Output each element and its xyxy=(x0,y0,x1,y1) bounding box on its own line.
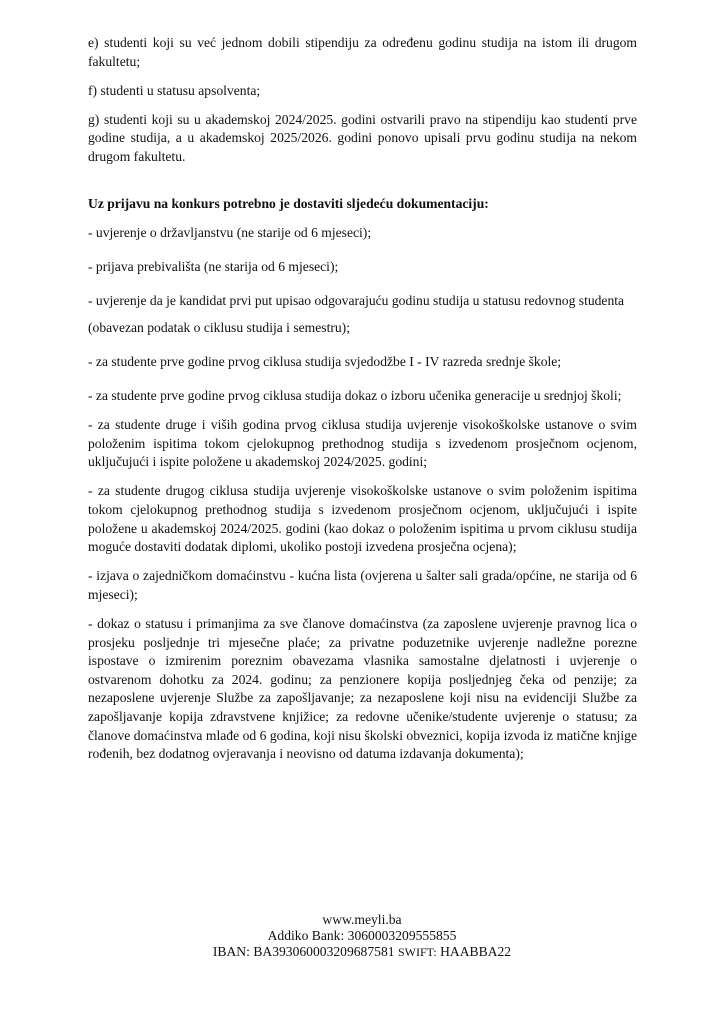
iban-label: IBAN: xyxy=(212,944,250,959)
document-item-enrollment: - uvjerenje da je kandidat prvi put upisao odgovarajuću godinu studija u statusu redovnog studenta (obavezan podatak o ciklusu studija i semestru); xyxy=(88,293,625,336)
exclusion-item-g: g) studenti koji su u akademskoj 2024/2025. godini ostvarili pravo na stipendiju kao studenti prve godine studija, a u akademskoj 2025/2026. godini ponovo upisali prvu godinu studija na nekom drugom fakultetu. xyxy=(88,111,637,164)
page-footer xyxy=(0,912,724,960)
footer-bank-account: Addiko Bank: 3060003209555855 xyxy=(267,928,457,943)
document-item-citizenship: - uvjerenje o državljanstvu (ne starije od 6 mjeseci); xyxy=(88,225,372,241)
document-item-second-cycle-exams: - za studente drugog ciklusa studija uvjerenje visokoškolske ustanove o svim položenim ispitima tokom cjelokupnog prethodnog studija s izvedenom prosječnom ocjenom, uključujući i ispite položene u akademskoj 2024/2025. godini (kao dokaz o položenim ispitima u prvom ciklusu studija moguće dostaviti dodatak diplomi, ukoliko postoji izvedena prosječna ocjena); xyxy=(88,483,637,555)
document-item-certificates: - za studente prve godine prvog ciklusa studija svjedodžbe I - IV razreda srednje škole; xyxy=(88,354,562,370)
swift-value: HAABBA22 xyxy=(440,944,512,959)
footer-iban-swift xyxy=(0,944,724,960)
footer-website: www.meyli.ba xyxy=(322,912,402,927)
document-item-generation-award: - za studente prve godine prvog ciklusa studija dokaz o izboru učenika generacije u srednjoj školi; xyxy=(88,388,622,404)
documents-heading: Uz prijavu na konkurs potrebno je dostaviti sljedeću dokumentaciju: xyxy=(88,195,489,211)
swift-label: SWIFT: xyxy=(397,945,437,959)
iban-value: BA393060003209687581 xyxy=(253,944,395,959)
document-item-household-statement: - izjava o zajedničkom domaćinstvu - kućna lista (ovjerena u šalter sali grada/općine, ne starija od 6 mjeseci); xyxy=(88,568,637,602)
document-body xyxy=(88,34,637,774)
document-item-first-cycle-exams: - za studente druge i viših godina prvog ciklusa studija uvjerenje visokoškolske ustanove o svim položenim ispitima tokom cjelokupnog prethodnog studija s izvedenom prosječnom ocjenom, uključujući i ispite položene u akademskoj 2024/2025. godini; xyxy=(88,417,637,470)
exclusion-item-e: e) studenti koji su već jednom dobili stipendiju za određenu godinu studija na istom ili drugom fakultetu; xyxy=(88,35,637,69)
document-item-residence: - prijava prebivališta (ne starija od 6 mjeseci); xyxy=(88,259,339,275)
exclusion-item-f: f) studenti u statusu apsolventa; xyxy=(88,82,261,98)
document-item-income-proof: - dokaz o statusu i primanjima za sve članove domaćinstva (za zaposlene uvjerenje pravnog lica o prosjeku posljednje tri mjesečne plaće; za privatne poduzetnike uvjerenje nadležne porezne ispostave o izmirenim poreznim obavezama vlasnika samostalne djelatnosti i uvjerenje o ostvarenom dohotku za 2024. godinu; za penzionere kopija posljednjeg čeka od penzije; za nezaposlene uvjerenje Službe za zapošljavanje; za nezaposlene koji nisu na evidenciji Službe za zapošljavanje kopija zdravstvene knjižice; za redovne učenike/studente uvjerenje o statusu; za članove domaćinstva mlađe od 6 godina, koji nisu školski obveznici, kopija izvoda iz matične knjige rođenih, bez dodatnog ovjeravanja i neovisno od datuma izdavanja dokumenta); xyxy=(88,616,637,762)
